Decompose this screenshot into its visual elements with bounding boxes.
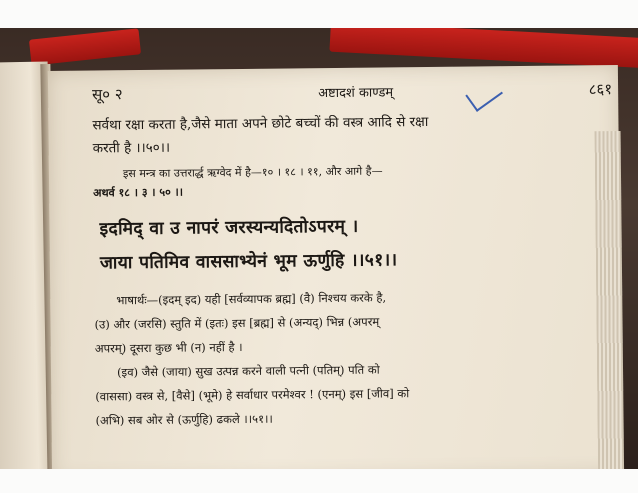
- page-header: [92, 79, 612, 104]
- bookmark-ribbon: [29, 28, 141, 65]
- translation-line: (अभि) सब ओर से (ऊर्णुहि) ढकले ।।५१।।: [95, 411, 273, 428]
- text-line: सर्वथा रक्षा करता है,जैसे माता अपने छोटे बच्चों की वस्त्र आदि से रक्षा: [92, 114, 429, 134]
- note-line: अथर्व १८ । ३ । ५० ।।: [93, 185, 184, 200]
- sutra-label: सू० २: [92, 85, 123, 104]
- mantra-line: जाया पतिमिव वाससाभ्येनं भूम ऊर्णुहि ।।५१।।: [99, 250, 398, 274]
- page-content: [92, 79, 616, 432]
- translation-line: अपरम्) दूसरा कुछ भी (न) नहीं है ।: [94, 339, 243, 356]
- book-page: [48, 65, 622, 469]
- mantra-line: इदमिद् वा उ नापरं जरस्यन्यदितोऽपरम् ।: [99, 216, 359, 240]
- translation-line: भाषार्थः—(इदम् इद) यही [सर्वव्यापक ब्रह्म] (वै) निश्चय करके है,: [116, 290, 387, 308]
- text-line: करती है ।।५०।।: [92, 139, 171, 157]
- translation-line: (उ) और (जरसि) स्तुति में (इतः) इस [ब्रह्म] से (अन्यद्) भिन्न (अपरम्: [94, 314, 380, 332]
- translation-line: (वाससा) वस्त्र से, [वैसे] (भूमे) हे सर्वाधार परमेश्वर ! (एनम्) इस [जीव] को: [95, 386, 410, 404]
- bookmark-ribbon: [329, 28, 638, 68]
- page-title: अष्टादशं काण्डम्: [318, 85, 394, 102]
- note-line: इस मन्त्र का उत्तरार्द्ध ऋग्वेद में है—१० । १८ । ११, और आगे है—: [122, 164, 383, 181]
- page-number: ८६१: [588, 80, 613, 99]
- mantra-block: [99, 207, 614, 280]
- translation-line: (इव) जैसे (जाया) सुख उत्पन्न करने वाली पत्नी (पतिम्) पति को: [116, 362, 380, 380]
- book-photo: [0, 28, 638, 469]
